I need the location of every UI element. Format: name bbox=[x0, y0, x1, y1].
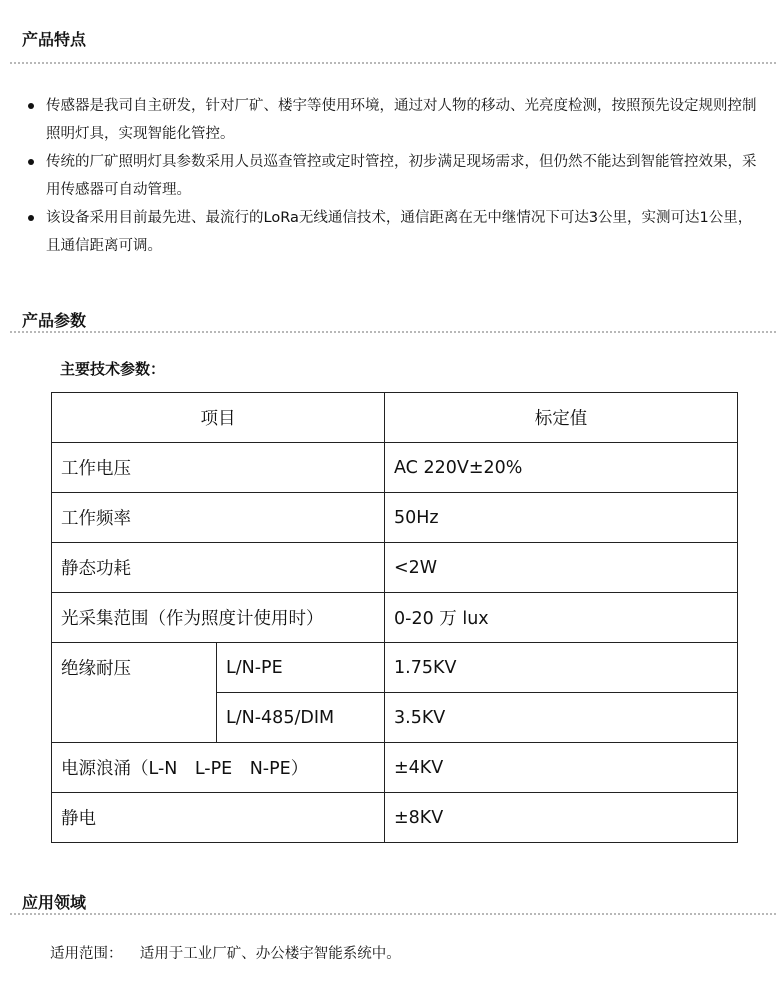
row-sublabel: L/N-485/DIM bbox=[217, 693, 385, 743]
list-item bbox=[26, 204, 766, 260]
divider bbox=[10, 62, 776, 64]
feature-list bbox=[26, 92, 766, 260]
bullet-icon bbox=[28, 215, 34, 221]
section-title-application: 应用领域 bbox=[22, 893, 87, 912]
feature-text: 传统的厂矿照明灯具参数采用人员巡查管控或定时管控，初步满足现场需求，但仍然不能达到智能管控效果，采用传感器可自动管理。 bbox=[46, 154, 757, 198]
row-label: 静态功耗 bbox=[52, 543, 385, 593]
params-subheading: 主要技术参数： bbox=[60, 360, 166, 378]
table-row bbox=[52, 493, 738, 543]
table-header-row bbox=[52, 393, 738, 443]
row-value: 3.5KV bbox=[385, 693, 738, 743]
feature-text: 传感器是我司自主研发，针对厂矿、楼宇等使用环境，通过对人物的移动、光亮度检测，按照预先设定规则控制照明灯具，实现智能化管控。 bbox=[46, 98, 757, 142]
list-item bbox=[26, 148, 766, 204]
row-value: ±4KV bbox=[385, 743, 738, 793]
section-title-features: 产品特点 bbox=[22, 30, 87, 49]
bullet-icon bbox=[28, 159, 34, 165]
table-row bbox=[52, 793, 738, 843]
row-value: 1.75KV bbox=[385, 643, 738, 693]
table-row bbox=[52, 443, 738, 493]
application-label: 适用范围： bbox=[50, 946, 123, 962]
feature-text: 该设备采用目前最先进、最流行的LoRa无线通信技术，通信距离在无中继情况下可达3公里，实测可达1公里，且通信距离可调。 bbox=[46, 210, 753, 254]
section-title-params: 产品参数 bbox=[22, 311, 87, 330]
row-label: 工作电压 bbox=[52, 443, 385, 493]
divider bbox=[10, 331, 776, 333]
params-table bbox=[51, 392, 738, 843]
row-label: 光采集范围（作为照度计使用时） bbox=[52, 593, 385, 643]
header-item: 项目 bbox=[52, 393, 385, 443]
row-sublabel: L/N-PE bbox=[217, 643, 385, 693]
table-row bbox=[52, 593, 738, 643]
application-text: 适用于工业厂矿、办公楼宇智能系统中。 bbox=[139, 946, 401, 962]
row-value: ±8KV bbox=[385, 793, 738, 843]
table-row bbox=[52, 643, 738, 693]
row-label: 电源浪涌（L-N L-PE N-PE） bbox=[52, 743, 385, 793]
bullet-icon bbox=[28, 103, 34, 109]
row-value: 0-20 万 lux bbox=[385, 593, 738, 643]
table-row bbox=[52, 743, 738, 793]
row-label: 工作频率 bbox=[52, 493, 385, 543]
row-value: <2W bbox=[385, 543, 738, 593]
list-item bbox=[26, 92, 766, 148]
row-value: AC 220V±20% bbox=[385, 443, 738, 493]
header-value: 标定值 bbox=[385, 393, 738, 443]
row-label: 绝缘耐压 bbox=[52, 643, 217, 743]
divider bbox=[10, 913, 776, 915]
table-row bbox=[52, 543, 738, 593]
application-line bbox=[50, 942, 401, 963]
row-value: 50Hz bbox=[385, 493, 738, 543]
row-label: 静电 bbox=[52, 793, 385, 843]
